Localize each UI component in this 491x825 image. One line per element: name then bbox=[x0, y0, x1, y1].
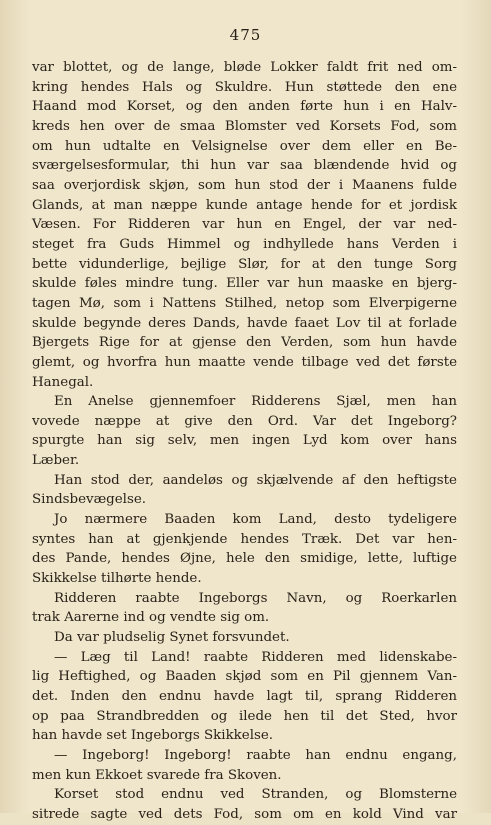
text-line: Da var pludselig Synet forsvundet. bbox=[54, 630, 290, 646]
text-line: Læber. bbox=[32, 453, 80, 469]
text-line: skulde føles mindre tung. Eller var hun maaske en bjerg- bbox=[32, 276, 457, 292]
text-line: Ridderen raabte Ingeborgs Navn, og Roerkarlen bbox=[54, 590, 457, 606]
text-line: steget fra Guds Himmel og indhyllede hans Verden i bbox=[32, 236, 457, 252]
text-line: sitrede sagte ved dets Fod, som om en kold Vind var bbox=[32, 806, 457, 822]
text-line: vovede næppe at give den Ord. Var det Ingeborg? bbox=[32, 413, 457, 429]
text-line: Væsen. For Ridderen var hun en Engel, der var ned- bbox=[32, 217, 457, 233]
text-line: glemt, og hvorfra hun maatte vende tilbage ved det første bbox=[32, 354, 457, 370]
text-line: om hun udtalte en Velsignelse over dem eller en Be- bbox=[32, 138, 457, 154]
text-line: bette vidunderlige, bejlige Slør, for at den tunge Sorg bbox=[32, 256, 457, 272]
text-line: trak Aarerne ind og vendte sig om. bbox=[32, 610, 270, 626]
text-line: Korset stod endnu ved Stranden, og Blomsterne bbox=[54, 787, 457, 803]
text-line: Hanegal. bbox=[32, 374, 94, 390]
text-line: En Anelse gjennemfoer Ridderens Sjæl, men han bbox=[54, 394, 457, 410]
text-line: Jo nærmere Baaden kom Land, desto tydeligere bbox=[54, 512, 457, 528]
text-line: Bjergets Rige for at gjense den Verden, som hun havde bbox=[32, 335, 457, 351]
text-line: op paa Strandbredden og ilede hen til det Sted, hvor bbox=[32, 708, 457, 724]
text-line: kreds hen over de smaa Blomster ved Korsets Fod, som bbox=[32, 118, 457, 134]
text-line: sværgelsesformular, thi hun var saa blændende hvid og bbox=[32, 158, 457, 174]
text-line: Skikkelse tilhørte hende. bbox=[32, 571, 202, 587]
text-line: — Ingeborg! Ingeborg! raabte han endnu engang, bbox=[54, 747, 457, 763]
text-line: — Læg til Land! raabte Ridderen med lidenskabe- bbox=[54, 649, 457, 665]
text-line: han havde set Ingeborgs Skikkelse. bbox=[32, 728, 274, 744]
text-line: des Pande, hendes Øjne, hele den smidige, lette, luftige bbox=[32, 551, 457, 567]
text-line: kring hendes Hals og Skuldre. Hun støttede den ene bbox=[32, 79, 457, 95]
text-line: spurgte han sig selv, men ingen Lyd kom over hans bbox=[32, 433, 457, 449]
text-line: Haand mod Korset, og den anden førte hun i en Halv- bbox=[32, 99, 457, 115]
body-text bbox=[32, 58, 457, 825]
text-line: Glands, at man næppe kunde antage hende for et jordisk bbox=[32, 197, 457, 213]
text-line: Sindsbevægelse. bbox=[32, 492, 147, 508]
page-number: 475 bbox=[229, 26, 262, 44]
text-line: syntes han at gjenkjende hendes Træk. Det var hen- bbox=[32, 531, 457, 547]
text-line: saa overjordisk skjøn, som hun stod der i Maanens fulde bbox=[32, 177, 457, 193]
text-line: tagen Mø, som i Nattens Stilhed, netop som Elverpigerne bbox=[32, 295, 457, 311]
text-line: det. Inden den endnu havde lagt til, sprang Ridderen bbox=[32, 689, 457, 704]
text-line: men kun Ekkoet svarede fra Skoven. bbox=[32, 767, 282, 783]
text-line: Han stod der, aandeløs og skjælvende af den heftigste bbox=[54, 472, 457, 488]
text-line: var blottet, og de lange, bløde Lokker faldt frit ned om- bbox=[32, 60, 457, 75]
text-line: skulde begynde deres Dands, havde faaet Lov til at forlade bbox=[32, 315, 457, 331]
text-line: lig Heftighed, og Baaden skjød som en Pil gjennem Van- bbox=[32, 669, 457, 685]
